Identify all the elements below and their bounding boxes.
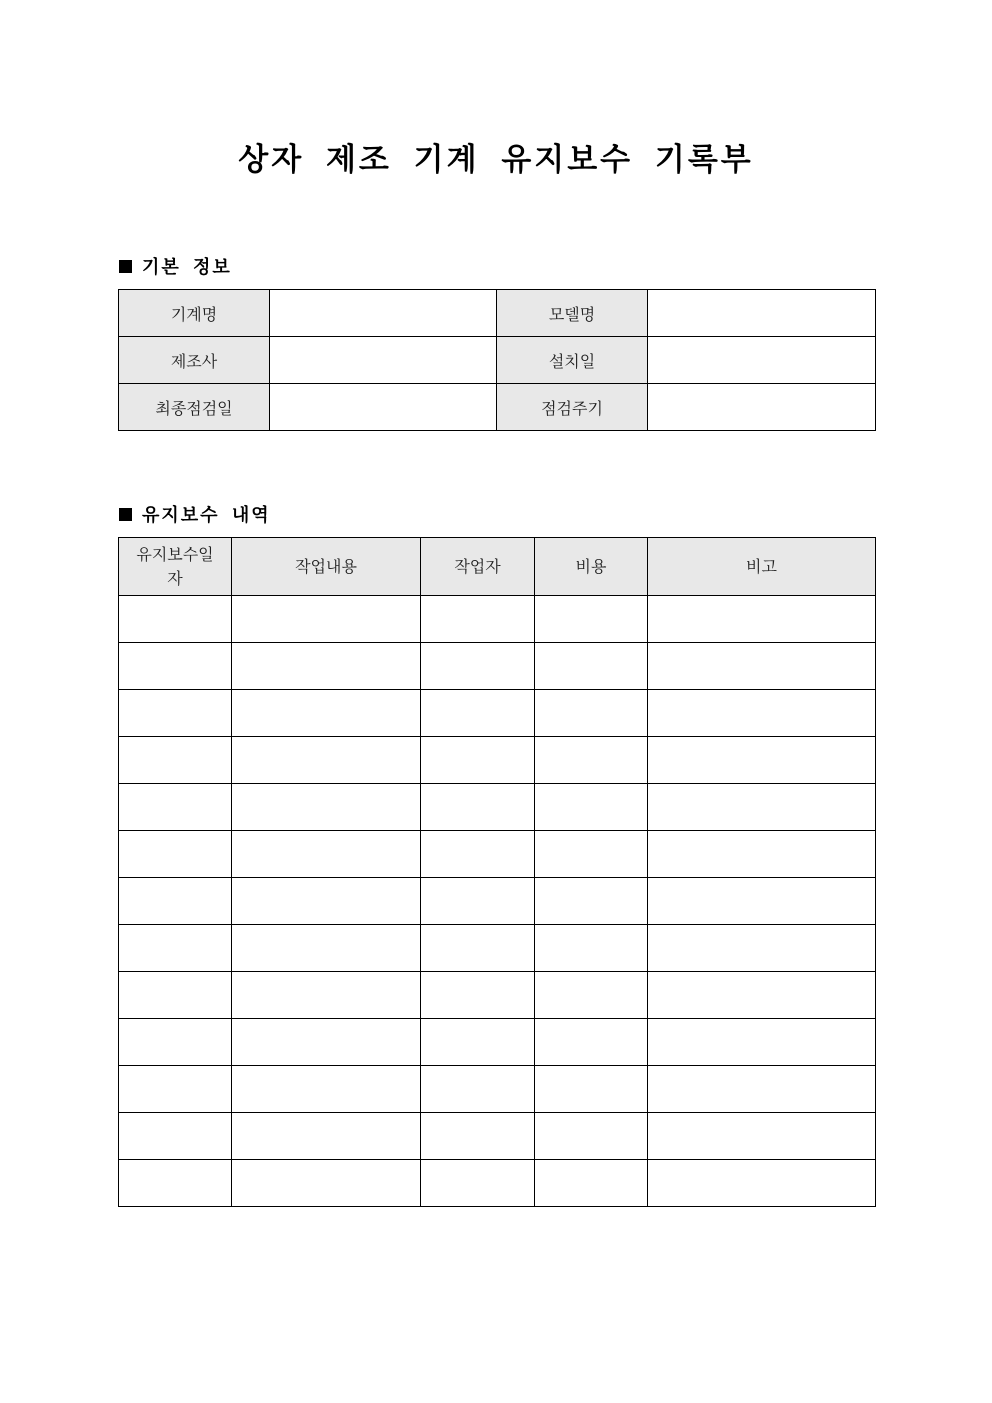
cost-cell[interactable]: [535, 1113, 648, 1160]
maintenance-table: [118, 537, 876, 1207]
field-value-input[interactable]: [648, 337, 876, 384]
maintenance-header-row: [119, 538, 876, 596]
basic-info-heading-label: 기본 정보: [142, 257, 232, 278]
notes-cell[interactable]: [648, 1113, 876, 1160]
table-row: [119, 831, 876, 878]
table-row: [119, 596, 876, 643]
worker-cell[interactable]: [421, 925, 535, 972]
table-row: [119, 737, 876, 784]
work-cell[interactable]: [232, 596, 421, 643]
square-bullet-icon: [119, 260, 132, 273]
notes-cell[interactable]: [648, 690, 876, 737]
field-value-input[interactable]: [648, 290, 876, 337]
table-row: [119, 878, 876, 925]
worker-cell[interactable]: [421, 1066, 535, 1113]
basic-info-row: [119, 337, 876, 384]
cost-cell[interactable]: [535, 1160, 648, 1207]
field-label: 기계명: [119, 290, 270, 337]
basic-info-table: [118, 289, 876, 431]
work-cell[interactable]: [232, 878, 421, 925]
notes-cell[interactable]: [648, 596, 876, 643]
work-cell[interactable]: [232, 831, 421, 878]
notes-cell[interactable]: [648, 784, 876, 831]
table-row: [119, 1160, 876, 1207]
column-header-date: 유지보수일자: [119, 538, 232, 596]
table-row: [119, 1113, 876, 1160]
document-title: 상자 제조 기계 유지보수 기록부: [238, 142, 754, 178]
date-cell[interactable]: [119, 831, 232, 878]
table-row: [119, 690, 876, 737]
worker-cell[interactable]: [421, 1113, 535, 1160]
work-cell[interactable]: [232, 1113, 421, 1160]
date-cell[interactable]: [119, 1113, 232, 1160]
date-cell[interactable]: [119, 784, 232, 831]
maintenance-heading: [119, 501, 271, 527]
date-cell[interactable]: [119, 690, 232, 737]
work-cell[interactable]: [232, 1019, 421, 1066]
column-header-work: 작업내용: [232, 538, 421, 596]
worker-cell[interactable]: [421, 831, 535, 878]
date-cell[interactable]: [119, 1019, 232, 1066]
field-value-input[interactable]: [270, 290, 497, 337]
work-cell[interactable]: [232, 643, 421, 690]
column-header-cost: 비용: [535, 538, 648, 596]
date-cell[interactable]: [119, 1066, 232, 1113]
cost-cell[interactable]: [535, 784, 648, 831]
field-label: 제조사: [119, 337, 270, 384]
cost-cell[interactable]: [535, 831, 648, 878]
notes-cell[interactable]: [648, 925, 876, 972]
basic-info-row: [119, 384, 876, 431]
cost-cell[interactable]: [535, 596, 648, 643]
work-cell[interactable]: [232, 784, 421, 831]
column-header-notes: 비고: [648, 538, 876, 596]
date-cell[interactable]: [119, 925, 232, 972]
field-label: 점검주기: [497, 384, 648, 431]
date-cell[interactable]: [119, 737, 232, 784]
table-row: [119, 1066, 876, 1113]
cost-cell[interactable]: [535, 1019, 648, 1066]
basic-info-heading: [119, 253, 232, 279]
field-label: 모델명: [497, 290, 648, 337]
table-row: [119, 784, 876, 831]
worker-cell[interactable]: [421, 1019, 535, 1066]
worker-cell[interactable]: [421, 690, 535, 737]
basic-info-row: [119, 290, 876, 337]
date-cell[interactable]: [119, 643, 232, 690]
table-row: [119, 643, 876, 690]
cost-cell[interactable]: [535, 643, 648, 690]
field-value-input[interactable]: [270, 384, 497, 431]
table-row: [119, 972, 876, 1019]
work-cell[interactable]: [232, 737, 421, 784]
notes-cell[interactable]: [648, 972, 876, 1019]
work-cell[interactable]: [232, 925, 421, 972]
notes-cell[interactable]: [648, 1160, 876, 1207]
worker-cell[interactable]: [421, 643, 535, 690]
notes-cell[interactable]: [648, 643, 876, 690]
field-value-input[interactable]: [270, 337, 497, 384]
worker-cell[interactable]: [421, 596, 535, 643]
date-cell[interactable]: [119, 972, 232, 1019]
column-header-worker: 작업자: [421, 538, 535, 596]
notes-cell[interactable]: [648, 831, 876, 878]
table-row: [119, 1019, 876, 1066]
worker-cell[interactable]: [421, 784, 535, 831]
cost-cell[interactable]: [535, 878, 648, 925]
worker-cell[interactable]: [421, 1160, 535, 1207]
work-cell[interactable]: [232, 1160, 421, 1207]
table-row: [119, 925, 876, 972]
work-cell[interactable]: [232, 690, 421, 737]
notes-cell[interactable]: [648, 737, 876, 784]
notes-cell[interactable]: [648, 1066, 876, 1113]
date-cell[interactable]: [119, 878, 232, 925]
worker-cell[interactable]: [421, 878, 535, 925]
cost-cell[interactable]: [535, 737, 648, 784]
field-label: 설치일: [497, 337, 648, 384]
worker-cell[interactable]: [421, 737, 535, 784]
notes-cell[interactable]: [648, 1019, 876, 1066]
square-bullet-icon: [119, 508, 132, 521]
work-cell[interactable]: [232, 972, 421, 1019]
field-value-input[interactable]: [648, 384, 876, 431]
date-cell[interactable]: [119, 596, 232, 643]
field-label: 최종점검일: [119, 384, 270, 431]
work-cell[interactable]: [232, 1066, 421, 1113]
worker-cell[interactable]: [421, 972, 535, 1019]
cost-cell[interactable]: [535, 925, 648, 972]
notes-cell[interactable]: [648, 878, 876, 925]
date-cell[interactable]: [119, 1160, 232, 1207]
cost-cell[interactable]: [535, 690, 648, 737]
maintenance-heading-label: 유지보수 내역: [142, 505, 271, 526]
cost-cell[interactable]: [535, 972, 648, 1019]
cost-cell[interactable]: [535, 1066, 648, 1113]
